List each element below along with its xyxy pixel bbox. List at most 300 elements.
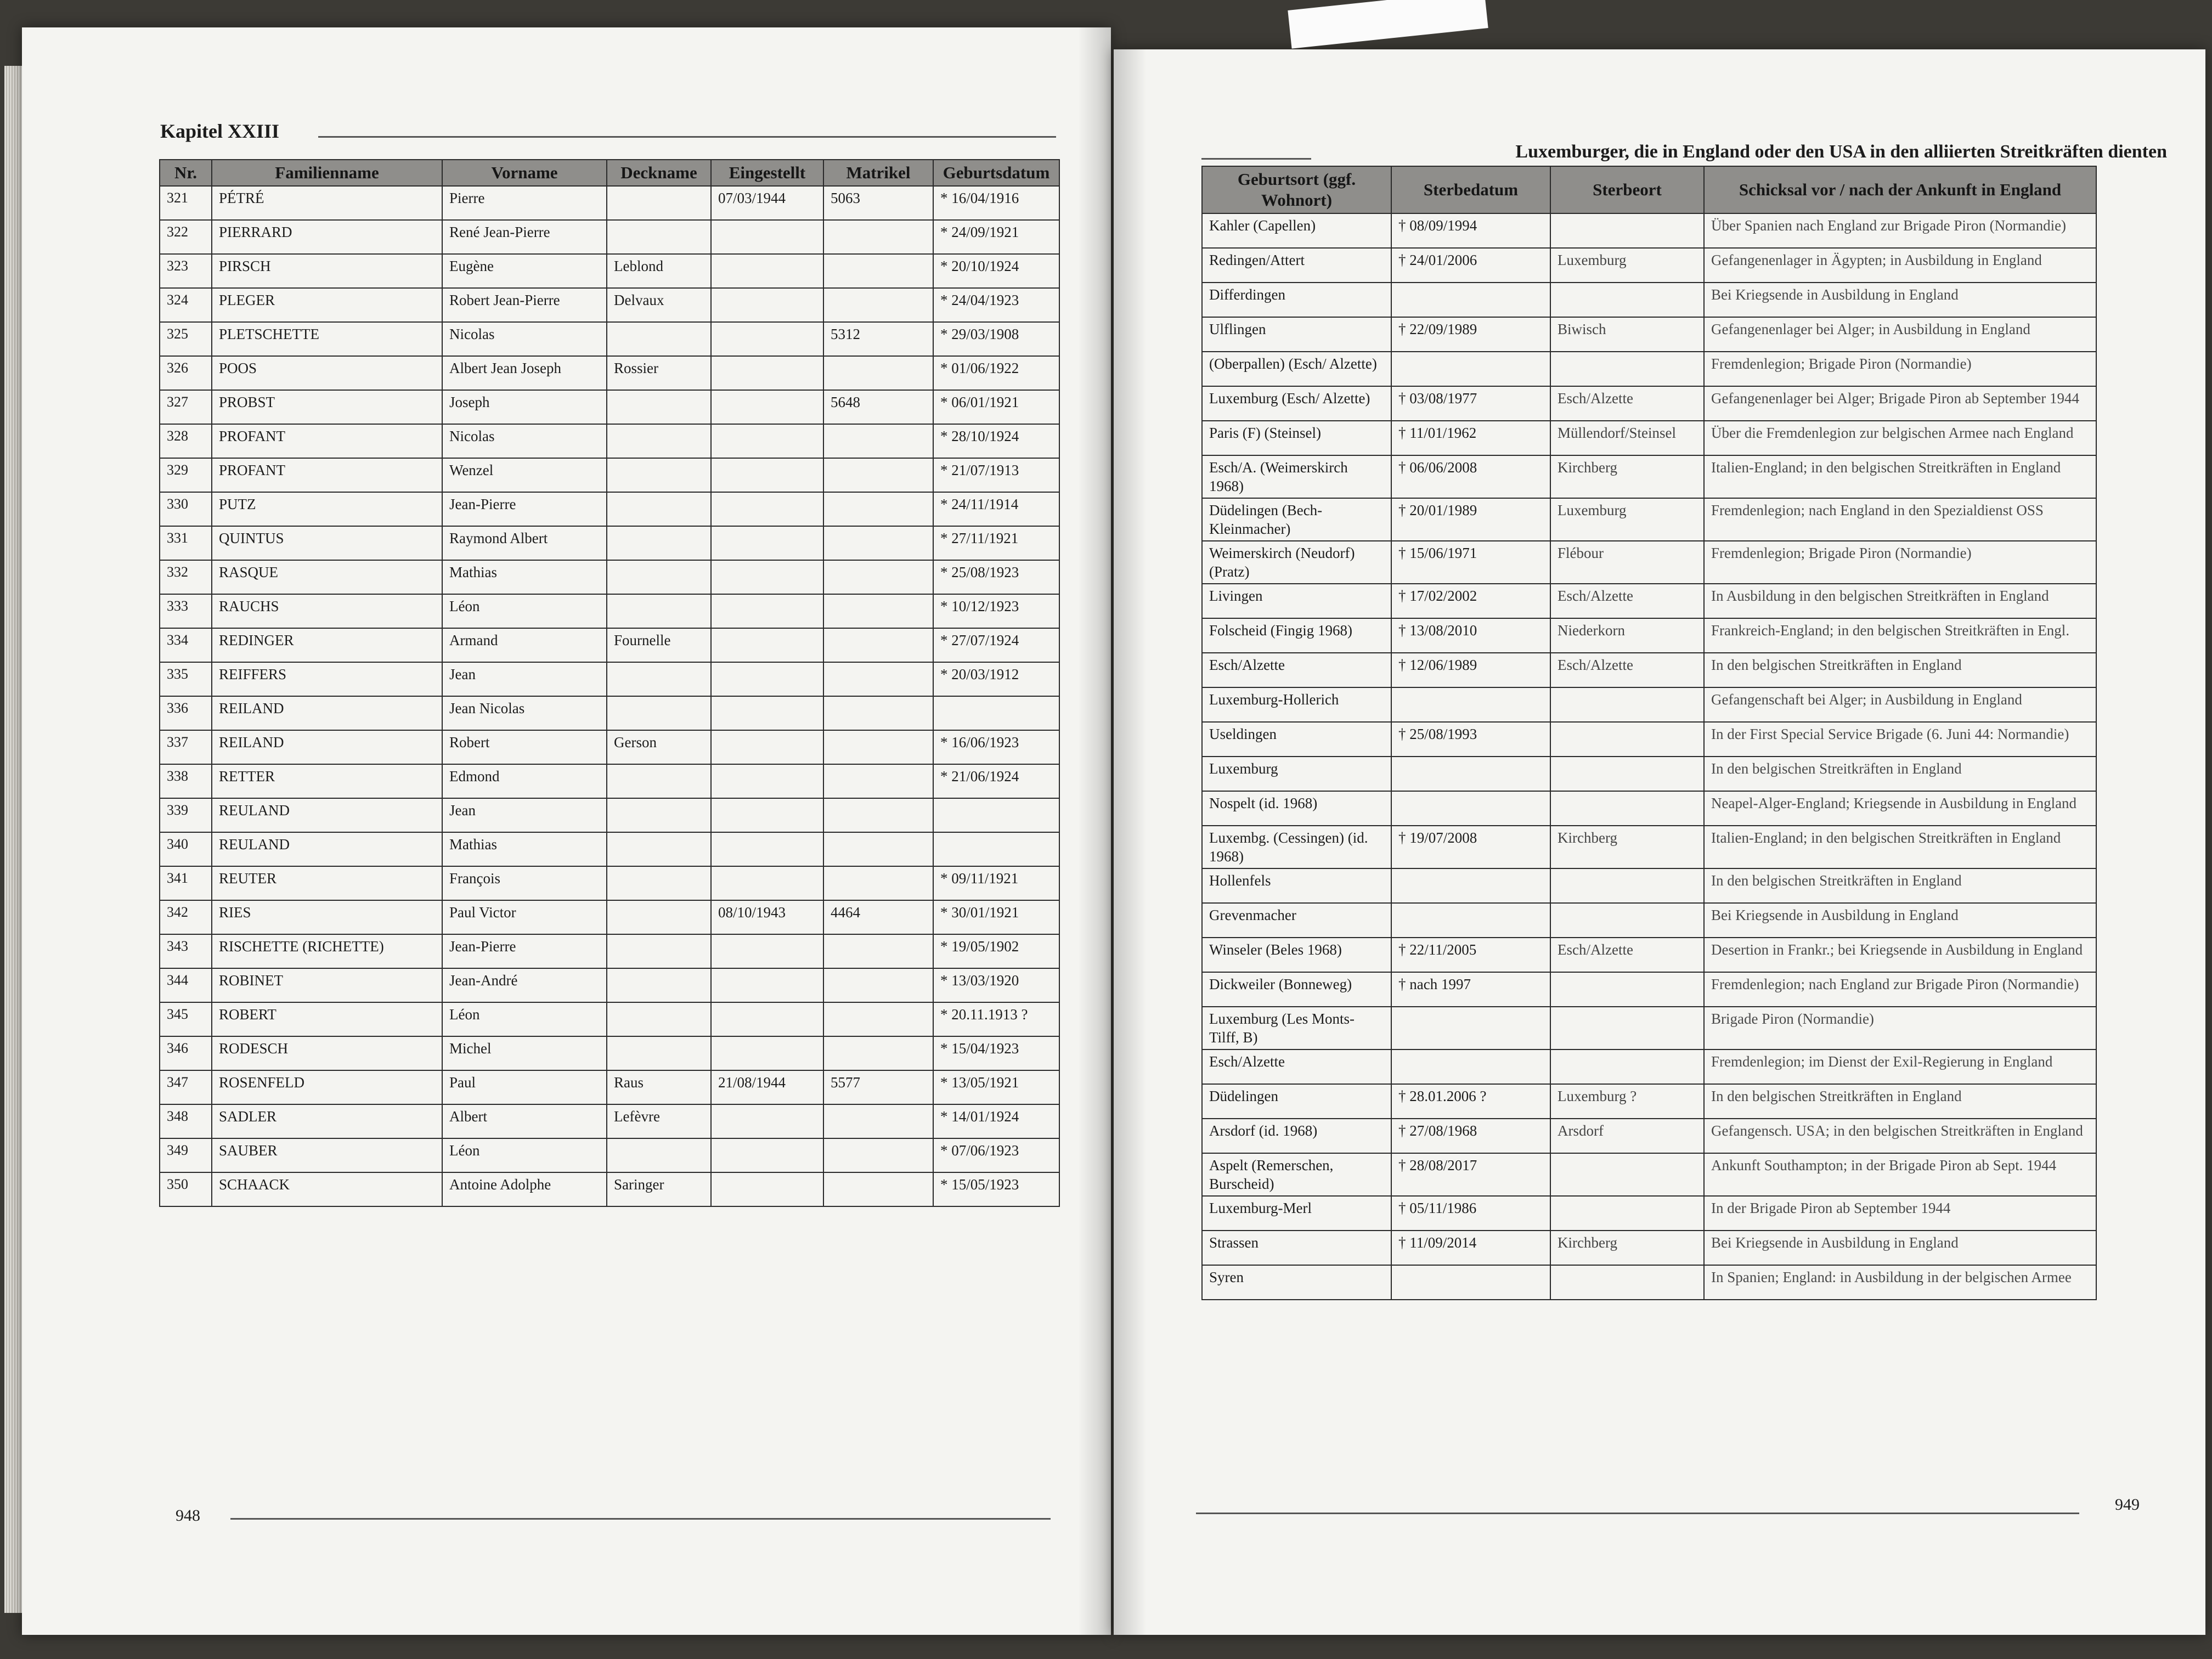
- paper-scrap: [1288, 0, 1488, 49]
- table-cell: Ulflingen: [1202, 317, 1391, 352]
- table-cell: Nicolas: [442, 424, 607, 458]
- table-cell: [823, 968, 933, 1002]
- table-cell: * 10/12/1923: [933, 594, 1059, 628]
- table-cell: * 13/03/1920: [933, 968, 1059, 1002]
- table-cell: Jean Nicolas: [442, 696, 607, 730]
- table-cell: Esch/Alzette: [1202, 1049, 1391, 1084]
- table-cell: Gefangenschaft bei Alger; in Ausbildung in England: [1704, 687, 2096, 722]
- table-cell: PIERRARD: [212, 220, 442, 254]
- table-cell: Esch/Alzette: [1550, 938, 1704, 972]
- table-cell: 323: [160, 254, 212, 288]
- table-cell: 329: [160, 458, 212, 492]
- table-cell: 5648: [823, 390, 933, 424]
- column-header: Vorname: [442, 160, 607, 186]
- table-cell: Esch/Alzette: [1550, 653, 1704, 687]
- table-cell: [711, 798, 823, 832]
- header-rule: [318, 136, 1056, 138]
- table-cell: [711, 1002, 823, 1036]
- table-cell: PUTZ: [212, 492, 442, 526]
- table-cell: Paris (F) (Steinsel): [1202, 421, 1391, 455]
- table-cell: [1550, 903, 1704, 938]
- table-cell: † 28/08/2017: [1391, 1153, 1550, 1196]
- table-cell: [711, 764, 823, 798]
- table-row: [1202, 455, 2096, 498]
- table-cell: * 20/10/1924: [933, 254, 1059, 288]
- table-cell: 330: [160, 492, 212, 526]
- table-cell: Differdingen: [1202, 283, 1391, 317]
- table-cell: [823, 628, 933, 662]
- table-row: [160, 764, 1059, 798]
- table-cell: 327: [160, 390, 212, 424]
- table-row: [160, 492, 1059, 526]
- table-cell: † 19/07/2008: [1391, 826, 1550, 868]
- table-cell: [711, 934, 823, 968]
- table-cell: 21/08/1944: [711, 1070, 823, 1104]
- table-row: [1202, 1007, 2096, 1049]
- table-cell: [711, 390, 823, 424]
- table-cell: * 20/03/1912: [933, 662, 1059, 696]
- table-row: [160, 220, 1059, 254]
- table-cell: * 16/04/1916: [933, 186, 1059, 220]
- table-row: [1202, 757, 2096, 791]
- table-cell: [711, 1138, 823, 1172]
- table-cell: REILAND: [212, 730, 442, 764]
- table-cell: Winseler (Beles 1968): [1202, 938, 1391, 972]
- table-cell: Dickweiler (Bonneweg): [1202, 972, 1391, 1007]
- table-row: [160, 866, 1059, 900]
- table-cell: Kirchberg: [1550, 455, 1704, 498]
- table-cell: [823, 356, 933, 390]
- table-cell: Gefangenenlager bei Alger; in Ausbildung in England: [1704, 317, 2096, 352]
- table-cell: [607, 220, 711, 254]
- table-cell: Luxemburg-Hollerich: [1202, 687, 1391, 722]
- table-row: [1202, 421, 2096, 455]
- table-cell: Italien-England; in den belgischen Streitkräften in England: [1704, 826, 2096, 868]
- table-row: [160, 832, 1059, 866]
- table-cell: [823, 696, 933, 730]
- table-cell: 322: [160, 220, 212, 254]
- table-cell: Saringer: [607, 1172, 711, 1206]
- table-cell: Redingen/Attert: [1202, 248, 1391, 283]
- table-row: [160, 1172, 1059, 1206]
- table-cell: [933, 798, 1059, 832]
- table-row: [1202, 1196, 2096, 1231]
- table-row: [1202, 687, 2096, 722]
- table-cell: † 11/09/2014: [1391, 1231, 1550, 1265]
- table-cell: Albert Jean Joseph: [442, 356, 607, 390]
- table-row: [1202, 1119, 2096, 1153]
- table-cell: Esch/Alzette: [1550, 584, 1704, 618]
- table-row: [160, 1070, 1059, 1104]
- table-cell: Esch/A. (Weimerskirch 1968): [1202, 455, 1391, 498]
- table-cell: SCHAACK: [212, 1172, 442, 1206]
- table-cell: Useldingen: [1202, 722, 1391, 757]
- table-row: [160, 696, 1059, 730]
- table-cell: [711, 832, 823, 866]
- gutter-shadow: [1114, 49, 1147, 1635]
- table-cell: Niederkorn: [1550, 618, 1704, 653]
- table-cell: Gefangenenlager bei Alger; Brigade Piron ab September 1944: [1704, 386, 2096, 421]
- table-cell: Esch/Alzette: [1550, 386, 1704, 421]
- table-cell: Fremdenlegion; im Dienst der Exil-Regierung in England: [1704, 1049, 2096, 1084]
- table-cell: Leblond: [607, 254, 711, 288]
- table-cell: Frankreich-England; in den belgischen Streitkräften in Engl.: [1704, 618, 2096, 653]
- table-cell: 339: [160, 798, 212, 832]
- table-cell: 07/03/1944: [711, 186, 823, 220]
- table-cell: 334: [160, 628, 212, 662]
- table-cell: POOS: [212, 356, 442, 390]
- table-cell: * 16/06/1923: [933, 730, 1059, 764]
- table-cell: [823, 458, 933, 492]
- table-row: [1202, 352, 2096, 386]
- table-row: [1202, 938, 2096, 972]
- table-cell: Kirchberg: [1550, 826, 1704, 868]
- table-row: [160, 424, 1059, 458]
- table-cell: * 15/05/1923: [933, 1172, 1059, 1206]
- table-cell: [711, 628, 823, 662]
- table-cell: [823, 526, 933, 560]
- table-row: [160, 662, 1059, 696]
- table-cell: 343: [160, 934, 212, 968]
- table-cell: † nach 1997: [1391, 972, 1550, 1007]
- table-cell: [823, 832, 933, 866]
- table-cell: [711, 288, 823, 322]
- table-cell: † 03/08/1977: [1391, 386, 1550, 421]
- table-cell: SADLER: [212, 1104, 442, 1138]
- table-cell: [1391, 868, 1550, 903]
- table-cell: Robert Jean-Pierre: [442, 288, 607, 322]
- table-cell: Fremdenlegion; nach England zur Brigade Piron (Normandie): [1704, 972, 2096, 1007]
- table-cell: [607, 968, 711, 1002]
- table-cell: RIES: [212, 900, 442, 934]
- table-cell: 348: [160, 1104, 212, 1138]
- table-cell: 336: [160, 696, 212, 730]
- gutter-shadow: [1078, 27, 1111, 1635]
- table-cell: Desertion in Frankr.; bei Kriegsende in Ausbildung in England: [1704, 938, 2096, 972]
- table-cell: [711, 254, 823, 288]
- table-cell: † 20/01/1989: [1391, 498, 1550, 541]
- table-cell: Léon: [442, 1138, 607, 1172]
- table-cell: REIFFERS: [212, 662, 442, 696]
- table-cell: [1550, 757, 1704, 791]
- table-cell: * 21/07/1913: [933, 458, 1059, 492]
- table-cell: Wenzel: [442, 458, 607, 492]
- table-cell: ROSENFELD: [212, 1070, 442, 1104]
- table-cell: 326: [160, 356, 212, 390]
- table-cell: * 07/06/1923: [933, 1138, 1059, 1172]
- table-cell: [1391, 352, 1550, 386]
- table-cell: [607, 424, 711, 458]
- table-cell: † 06/06/2008: [1391, 455, 1550, 498]
- table-cell: 345: [160, 1002, 212, 1036]
- table-cell: [1391, 903, 1550, 938]
- table-cell: PROBST: [212, 390, 442, 424]
- table-row: [160, 526, 1059, 560]
- page-number: 948: [176, 1506, 200, 1525]
- table-cell: * 27/07/1924: [933, 628, 1059, 662]
- table-cell: † 28.01.2006 ?: [1391, 1084, 1550, 1119]
- table-cell: Arsdorf (id. 1968): [1202, 1119, 1391, 1153]
- table-cell: REILAND: [212, 696, 442, 730]
- table-row: [160, 1036, 1059, 1070]
- table-cell: [1391, 757, 1550, 791]
- table-cell: In der Brigade Piron ab September 1944: [1704, 1196, 2096, 1231]
- table-cell: ROBINET: [212, 968, 442, 1002]
- column-header: Eingestellt: [711, 160, 823, 186]
- table-cell: Raymond Albert: [442, 526, 607, 560]
- table-cell: [711, 968, 823, 1002]
- table-cell: [711, 526, 823, 560]
- table-cell: REULAND: [212, 798, 442, 832]
- table-cell: [1550, 1196, 1704, 1231]
- table-cell: Hollenfels: [1202, 868, 1391, 903]
- table-cell: (Oberpallen) (Esch/ Alzette): [1202, 352, 1391, 386]
- table-cell: Delvaux: [607, 288, 711, 322]
- table-cell: [607, 900, 711, 934]
- table-cell: * 20.11.1913 ?: [933, 1002, 1059, 1036]
- table-cell: Brigade Piron (Normandie): [1704, 1007, 2096, 1049]
- table-row: [1202, 653, 2096, 687]
- table-row: [1202, 248, 2096, 283]
- table-row: [1202, 722, 2096, 757]
- table-cell: [607, 526, 711, 560]
- table-cell: Bei Kriegsende in Ausbildung in England: [1704, 903, 2096, 938]
- table-cell: QUINTUS: [212, 526, 442, 560]
- table-cell: Livingen: [1202, 584, 1391, 618]
- table-cell: † 11/01/1962: [1391, 421, 1550, 455]
- table-cell: [823, 662, 933, 696]
- table-cell: [607, 390, 711, 424]
- table-cell: Luxemburg ?: [1550, 1084, 1704, 1119]
- table-cell: [607, 832, 711, 866]
- table-cell: [1550, 722, 1704, 757]
- table-cell: 346: [160, 1036, 212, 1070]
- table-row: [160, 594, 1059, 628]
- table-cell: [607, 1036, 711, 1070]
- table-row: [160, 560, 1059, 594]
- table-cell: [1391, 1265, 1550, 1300]
- table-cell: † 22/11/2005: [1391, 938, 1550, 972]
- table-cell: Edmond: [442, 764, 607, 798]
- table-cell: RODESCH: [212, 1036, 442, 1070]
- table-cell: * 14/01/1924: [933, 1104, 1059, 1138]
- table-row: [160, 730, 1059, 764]
- table-row: [160, 900, 1059, 934]
- page-stack-edge: [4, 66, 23, 1613]
- table-cell: Luxembg. (Cessingen) (id. 1968): [1202, 826, 1391, 868]
- table-cell: * 19/05/1902: [933, 934, 1059, 968]
- table-cell: * 15/04/1923: [933, 1036, 1059, 1070]
- table-row: [160, 1002, 1059, 1036]
- table-cell: [1550, 1007, 1704, 1049]
- column-header: Nr.: [160, 160, 212, 186]
- table-cell: Nospelt (id. 1968): [1202, 791, 1391, 826]
- table-cell: * 24/09/1921: [933, 220, 1059, 254]
- table-cell: [607, 560, 711, 594]
- table-row: [1202, 213, 2096, 248]
- table-row: [1202, 1265, 2096, 1300]
- column-header: Matrikel: [823, 160, 933, 186]
- table-cell: 5063: [823, 186, 933, 220]
- table-cell: PROFANT: [212, 424, 442, 458]
- table-cell: [823, 594, 933, 628]
- table-cell: [1550, 1265, 1704, 1300]
- table-cell: Düdelingen: [1202, 1084, 1391, 1119]
- table-cell: Robert: [442, 730, 607, 764]
- table-cell: Lefèvre: [607, 1104, 711, 1138]
- table-row: [160, 356, 1059, 390]
- table-cell: [1550, 352, 1704, 386]
- table-cell: [607, 594, 711, 628]
- table-cell: [607, 764, 711, 798]
- table-cell: 350: [160, 1172, 212, 1206]
- table-cell: [711, 424, 823, 458]
- table-cell: Jean-André: [442, 968, 607, 1002]
- table-cell: [823, 1172, 933, 1206]
- table-cell: [607, 1138, 711, 1172]
- table-cell: [933, 832, 1059, 866]
- table-cell: † 25/08/1993: [1391, 722, 1550, 757]
- table-cell: 321: [160, 186, 212, 220]
- table-cell: Paul Victor: [442, 900, 607, 934]
- column-header: Sterbedatum: [1391, 166, 1550, 213]
- table-cell: Jean-Pierre: [442, 492, 607, 526]
- table-cell: 5312: [823, 322, 933, 356]
- table-row: [160, 798, 1059, 832]
- table-cell: * 06/01/1921: [933, 390, 1059, 424]
- table-cell: * 25/08/1923: [933, 560, 1059, 594]
- table-cell: [711, 356, 823, 390]
- table-cell: † 08/09/1994: [1391, 213, 1550, 248]
- table-cell: [1391, 283, 1550, 317]
- table-cell: 325: [160, 322, 212, 356]
- table-cell: Léon: [442, 594, 607, 628]
- table-cell: [607, 1002, 711, 1036]
- table-cell: [711, 594, 823, 628]
- table-cell: † 12/06/1989: [1391, 653, 1550, 687]
- table-cell: 332: [160, 560, 212, 594]
- column-header: Geburtsdatum: [933, 160, 1059, 186]
- table-cell: Bei Kriegsende in Ausbildung in England: [1704, 1231, 2096, 1265]
- table-cell: Mathias: [442, 560, 607, 594]
- table-cell: Fremdenlegion; Brigade Piron (Normandie): [1704, 541, 2096, 584]
- table-cell: Esch/Alzette: [1202, 653, 1391, 687]
- table-row: [1202, 584, 2096, 618]
- table-cell: [823, 798, 933, 832]
- table-cell: [1391, 791, 1550, 826]
- table-cell: 5577: [823, 1070, 933, 1104]
- table-cell: Italien-England; in den belgischen Streitkräften in England: [1704, 455, 2096, 498]
- table-cell: Antoine Adolphe: [442, 1172, 607, 1206]
- table-cell: Neapel-Alger-England; Kriegsende in Ausbildung in England: [1704, 791, 2096, 826]
- table-cell: * 13/05/1921: [933, 1070, 1059, 1104]
- table-cell: [823, 1036, 933, 1070]
- table-cell: [607, 186, 711, 220]
- table-cell: PROFANT: [212, 458, 442, 492]
- table-cell: REDINGER: [212, 628, 442, 662]
- table-cell: 342: [160, 900, 212, 934]
- table-cell: [933, 696, 1059, 730]
- table-cell: Luxemburg: [1202, 757, 1391, 791]
- table-cell: [711, 662, 823, 696]
- table-cell: Flébour: [1550, 541, 1704, 584]
- table-cell: [711, 220, 823, 254]
- table-row: [160, 628, 1059, 662]
- fate-table: [1201, 166, 2097, 1300]
- table-cell: [1550, 1049, 1704, 1084]
- table-cell: [607, 696, 711, 730]
- table-row: [160, 1104, 1059, 1138]
- table-cell: PLEGER: [212, 288, 442, 322]
- column-header: Geburtsort (ggf. Wohnort): [1202, 166, 1391, 213]
- table-row: [160, 322, 1059, 356]
- footer-rule: [1196, 1513, 2079, 1514]
- header-rule: [1201, 158, 1311, 160]
- table-row: [1202, 386, 2096, 421]
- table-cell: Grevenmacher: [1202, 903, 1391, 938]
- table-cell: [823, 1104, 933, 1138]
- table-cell: 08/10/1943: [711, 900, 823, 934]
- table-row: [1202, 791, 2096, 826]
- table-cell: † 24/01/2006: [1391, 248, 1550, 283]
- table-cell: [711, 560, 823, 594]
- table-cell: Mathias: [442, 832, 607, 866]
- table-cell: In den belgischen Streitkräften in England: [1704, 653, 2096, 687]
- table-cell: [823, 764, 933, 798]
- table-cell: 333: [160, 594, 212, 628]
- table-cell: Luxemburg-Merl: [1202, 1196, 1391, 1231]
- table-cell: [1550, 687, 1704, 722]
- table-row: [1202, 1231, 2096, 1265]
- table-row: [1202, 1153, 2096, 1196]
- table-cell: [823, 220, 933, 254]
- table-cell: 328: [160, 424, 212, 458]
- table-cell: [1391, 1007, 1550, 1049]
- table-cell: [1550, 791, 1704, 826]
- table-cell: François: [442, 866, 607, 900]
- table-row: [1202, 826, 2096, 868]
- table-cell: 340: [160, 832, 212, 866]
- table-cell: REULAND: [212, 832, 442, 866]
- table-cell: * 29/03/1908: [933, 322, 1059, 356]
- table-cell: [1550, 283, 1704, 317]
- table-cell: SAUBER: [212, 1138, 442, 1172]
- table-cell: [1550, 972, 1704, 1007]
- table-row: [1202, 868, 2096, 903]
- table-cell: [607, 866, 711, 900]
- table-cell: [823, 934, 933, 968]
- chapter-title: Luxemburger, die in England oder den USA in den alliierten Streitkräften dienten: [1515, 142, 2167, 162]
- table-cell: Strassen: [1202, 1231, 1391, 1265]
- table-cell: [1391, 687, 1550, 722]
- table-cell: In den belgischen Streitkräften in England: [1704, 1084, 2096, 1119]
- table-cell: 331: [160, 526, 212, 560]
- table-cell: In den belgischen Streitkräften in England: [1704, 757, 2096, 791]
- table-row: [1202, 541, 2096, 584]
- table-row: [1202, 903, 2096, 938]
- table-cell: † 17/02/2002: [1391, 584, 1550, 618]
- table-cell: Joseph: [442, 390, 607, 424]
- table-cell: Raus: [607, 1070, 711, 1104]
- table-cell: Léon: [442, 1002, 607, 1036]
- table-cell: * 30/01/1921: [933, 900, 1059, 934]
- table-row: [1202, 1084, 2096, 1119]
- table-cell: 337: [160, 730, 212, 764]
- table-cell: Fremdenlegion; nach England in den Spezialdienst OSS: [1704, 498, 2096, 541]
- table-cell: Arsdorf: [1550, 1119, 1704, 1153]
- table-row: [160, 934, 1059, 968]
- table-row: [1202, 498, 2096, 541]
